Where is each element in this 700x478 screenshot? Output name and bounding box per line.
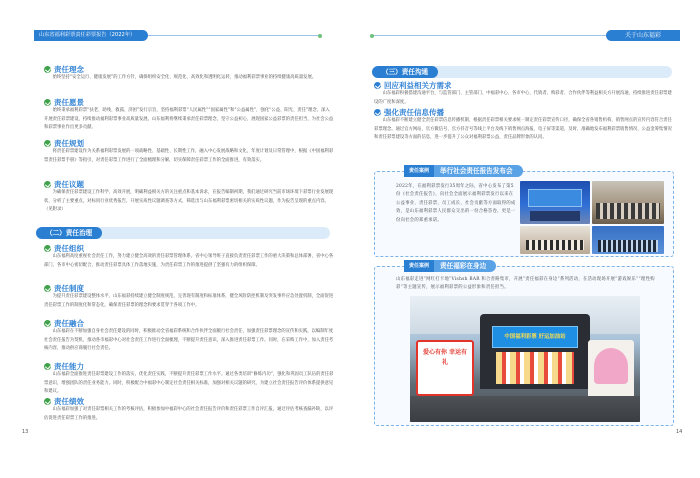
case-header	[404, 260, 496, 272]
subsection-body: 山东福彩不断建立健全责任彩票信息传播机制，根据责任彩票相关要求统一制定责任彩票宣传口径，确保全省各销售机构、销售网点的宣传内容符合责任彩票理念。通过官方网站、官方微信号、官方抖音号等线上平台及线下销售网点海报、电子屏等渠道，及时、准确地发布福利彩票销售情况、公益金筹集情况和责任彩票建设等方面的信息，进一步提升了公众对福利彩票公益、责任品牌形象的认同。	[374, 118, 672, 141]
section-capability	[44, 361, 334, 397]
check-circle-icon	[374, 82, 381, 89]
photo-audience	[592, 181, 664, 224]
check-circle-icon	[44, 140, 51, 147]
section-title: 责任愿景	[54, 97, 84, 107]
photo-market-stall	[410, 296, 640, 422]
header-dot-icon	[370, 34, 374, 38]
subsection-title: 强化责任信息传播	[384, 107, 444, 117]
subsection-body: 山东福彩积极搭建沟通平台，与监管部门、主管部门、中福彩中心、各市中心、代销者、购彩者、合作伙伴等利益相关方开展沟通，持续推进责任彩票建设的广度和深度。	[374, 91, 672, 105]
section-responsibility-concept	[44, 64, 334, 83]
section-title: 责任规划	[54, 138, 84, 148]
subsection-title: 回应利益相关方需求	[384, 80, 452, 90]
check-circle-icon	[44, 99, 51, 106]
check-circle-icon	[44, 181, 51, 188]
section-body: 将责任彩票建设作为关系福利彩票发展的一项战略性、基础性、长期性工作，融入中心发展战略和文化，年度计划及日常管理中，根据《中国福利彩票责任彩票手册》等指引，对责任彩票工作进行了全面梳理和分解，切实保障责任彩票工作的全面推进，有效落实。	[44, 149, 334, 163]
chapter-title-tab: 关于山东福彩	[606, 30, 680, 41]
check-circle-icon	[374, 109, 381, 116]
section-body: 山东福彩加强了对责任彩票相关工作的考核评估，积极参加中福彩中心的社会责任报告评价和责任彩票工作自评汇报，通过评估考核查漏补缺，以评估促进责任彩票工作的推进。	[44, 407, 334, 421]
check-circle-icon	[44, 66, 51, 73]
section-title: 责任能力	[54, 361, 84, 371]
section-body: 为确保责任彩票建设工作科学、高效开展，明确利益相关方的关注重点和基本诉求，在报告编制初期，我们通过研究当前市场环境下彩票行业发展现状、分析了主要重点，对标同行业优秀报告，开展实质性议题调查等方式，筛选出与山东福利彩票密切相关的实质性议题，作为报告呈现的重点内容。（见附录）	[44, 190, 334, 213]
check-circle-icon	[44, 320, 51, 327]
band-title: （二）责任治理	[36, 227, 102, 239]
section-body: 山东福彩在不断加强自身社会责任建设的同时，积极推动全省福彩系统和合作伙伴全面履行社会责任，加强责任彩票理念的宣传和实践，以编制年度社会责任报告为契机，推动各市福彩中心对社会责任工作进行全面梳理，不断提升责任意识，深入推进责任彩票工作。同时，在采购工作中，加入责任考核内容，推动供应商履行社会责任。	[44, 329, 334, 352]
photo-press-stage	[520, 181, 590, 224]
section-title: 责任融合	[54, 318, 84, 328]
case-text: 山东福彩走进“网红打卡地”Vishsh BAR 和合善路集市，开展“责任福彩在身边”系列活动，在活动现场开展“游戏娱乐”“理性购彩”等主题宣传，展示福利彩票的公益形象和责任担当。	[396, 277, 655, 291]
section-body: 山东福彩全面推进责任彩票建设工作的落实，优化责任实践，不断提升责任彩票工作水平。通过各类培训“修炼内功”，强化和巩固员工队伍的责任彩票意识，增强团队的责任业务能力。同时，积极配合中福彩中心制定社会责任相关标准，加强对相关议题的研究，为建立社会责任报告评价体系提供意见和建议。	[44, 372, 334, 395]
section-band	[372, 66, 672, 78]
case-badge: 责任案例	[404, 165, 434, 177]
section-body: 为提升责任彩票建设整体水平，山东福彩持续建立健全制度规范，完善现有制度和标准体系，健全风险防控机制及突发事件应急处置机制，全面促进责任彩票工作的制度化和常态化，确保责任彩票的理念和要求贯穿于各项工作中。	[44, 294, 334, 308]
case-badge: 责任案例	[404, 260, 434, 272]
header-rule	[148, 35, 320, 36]
case-title: 举行社会责任报告发布会	[434, 165, 523, 177]
check-circle-icon	[44, 363, 51, 370]
promo-sign: 爱心有你 幸运有礼	[416, 340, 474, 396]
header-dot-icon	[318, 34, 322, 38]
report-title-tab: 山东省福利彩票责任彩票报告（2022年）	[34, 30, 148, 41]
band-title: （三）责任沟通	[372, 66, 438, 78]
section-body: 始终秉承福利彩票“扶老、助残、救孤、济困”发行宗旨，坚持福利彩票“人民属性”“国家属性”和“公益属性”，强化“公益、阳光、责任”理念，深入开展责任彩票建设，持续推动福利彩票事业高质量发展。山东福利将继续秉承责任彩票理念，坚守公益初心，展现国家公益彩票的责任担当，为社会公益和彩票事业作出更多贡献。	[44, 108, 334, 131]
section-integration	[44, 318, 334, 354]
section-title: 责任组织	[54, 243, 84, 253]
page-number: 14	[676, 429, 683, 435]
section-system	[44, 283, 334, 310]
section-responsibility-topics	[44, 179, 334, 215]
section-body: 始终坚持“安全运行、健康发展”的工作方针，确保组织安全化、规范化、高效化和透明化运转，推动福利彩票事业的持续健康高质量发展。	[52, 75, 317, 80]
section-organization	[44, 243, 334, 270]
section-title: 责任绩效	[54, 396, 84, 406]
right-page	[350, 0, 700, 478]
section-band	[36, 227, 330, 239]
stall-banner: 中国福利彩票 好运加油站	[492, 326, 578, 348]
section-responsibility-vision	[44, 97, 334, 133]
case-text: 2022年，在福利彩票发行35周年之际，省中心发布了第5份《社会责任报告》，向社会全面展示福利彩票发行以来在公益事业、责任彩票、员工成长、社会贡献等方面取得的成效，是山东福利彩票人民群众交出的一份合格答卷，更是一份向社会的郑重承诺。	[396, 184, 516, 223]
case-title: 责任福彩在身边	[434, 260, 496, 272]
section-title: 责任议题	[54, 179, 84, 189]
section-responsibility-plan	[44, 138, 334, 165]
photo-group	[592, 226, 664, 254]
header-rule	[370, 35, 606, 36]
subsection-info-dissemination	[374, 107, 674, 143]
check-circle-icon	[44, 285, 51, 292]
subsection-stakeholder-needs	[374, 80, 674, 107]
photo-meeting-room	[520, 226, 590, 254]
section-title: 责任理念	[54, 64, 84, 74]
section-body: 山东福利高度重视社会责任工作，努力建立健全高效的责任彩票管理体系。省中心领导班子直接负责责任彩票工作的重大决策和总体部署，省中心各部门、各市中心密切配合，推动责任彩票具体工作落地实施，为责任彩票工作的推进提供了坚强有力的组织保障。	[44, 254, 334, 268]
section-title: 责任制度	[54, 283, 84, 293]
page-number: 13	[22, 429, 29, 435]
section-performance	[44, 396, 334, 423]
case-header	[404, 165, 523, 177]
check-circle-icon	[44, 245, 51, 252]
check-circle-icon	[44, 398, 51, 405]
